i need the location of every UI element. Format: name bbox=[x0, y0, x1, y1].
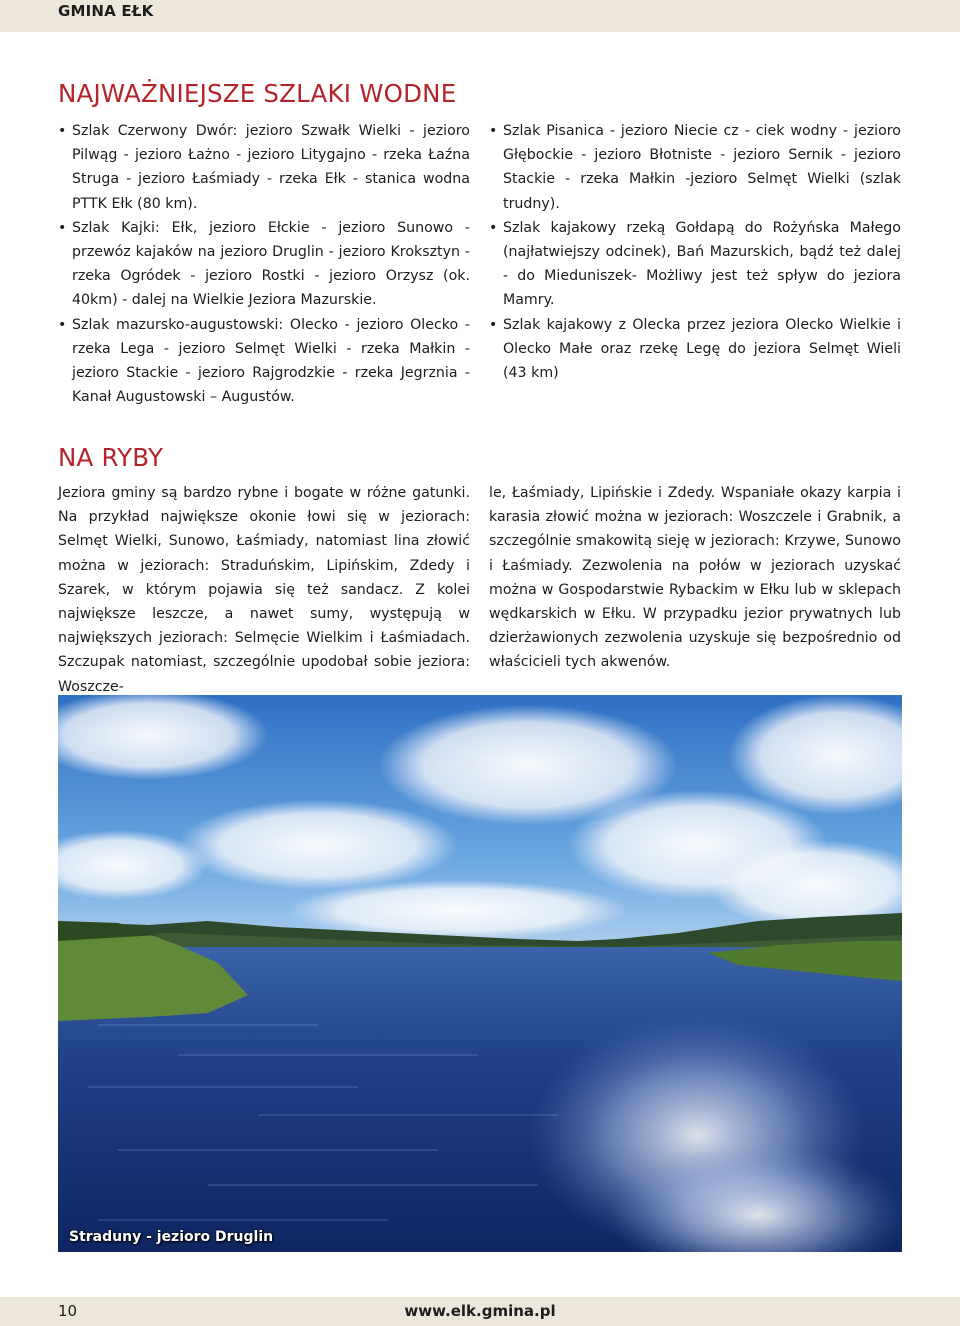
header-band bbox=[0, 0, 960, 32]
section-title-fishing: NA RYBY bbox=[58, 443, 164, 472]
list-item: • Szlak kajakowy z Olecka przez jeziora Olecko Wielkie i Olecko Małe oraz rzekę Legę do jeziora Selmęt Wieli (43 km) bbox=[489, 313, 901, 386]
lake-photo bbox=[58, 695, 902, 1252]
section-title-waterways: NAJWAŻNIEJSZE SZLAKI WODNE bbox=[58, 79, 457, 108]
footer-band bbox=[0, 1297, 960, 1326]
paragraph: le, Łaśmiady, Lipińskie i Zdedy. Wspaniałe okazy karpia i karasia złowić można w jeziorach: Woszczele i Grabnik, a szczególnie smakowitą sieję w jeziorach: Krzywe, Sunowo i Łaśmiady. Zezwolenia na połów w jeziorach uzyskać można w Gospodarstwie Rybackim w Ełku lub w sklepach wędkarskich w Ełku. W przypadku jezior prywatnych lub dzierżawionych zezwolenia uzyskuje się bezpośrednio od właścicieli tych akwenów. bbox=[489, 485, 901, 671]
lake-photo-illustration bbox=[58, 695, 902, 1252]
header-label: GMINA EŁK bbox=[58, 2, 154, 20]
website-link[interactable]: www.elk.gmina.pl bbox=[404, 1302, 556, 1320]
list-item: • Szlak mazursko-augustowski: Olecko - jezioro Olecko - rzeka Lega - jezioro Selmęt Wielki - rzeka Małkin - jezioro Stackie - jezioro Rajgrodzkie - rzeka Jegrznia - Kanał Augustowski – Augustów. bbox=[58, 313, 470, 410]
list-item: • Szlak kajakowy rzeką Gołdapą do Rożyńska Małego (najłatwiejszy odcinek), Bań Mazurskich, bądź też dalej - do Mieduniszek- Możliwy jest też spływ do jeziora Mamry. bbox=[489, 216, 901, 313]
fishing-column-right bbox=[489, 481, 901, 675]
waterways-column-left bbox=[58, 119, 470, 409]
photo-caption: Straduny - jezioro Druglin bbox=[69, 1229, 274, 1245]
fishing-column-left bbox=[58, 481, 470, 699]
list-item: • Szlak Czerwony Dwór: jezioro Szwałk Wielki - jezioro Pilwąg - jezioro Łażno - jezioro Litygajno - rzeka Łaźna Struga - jezioro Łaśmiady - rzeka Ełk - stanica wodna PTTK Ełk (80 km). bbox=[58, 119, 470, 216]
list-item: • Szlak Pisanica - jezioro Niecie cz - ciek wodny - jezioro Głębockie - jezioro Błotniste - jezioro Sernik - jezioro Stackie - rzeka Małkin -jezioro Selmęt Wielki (szlak trudny). bbox=[489, 119, 901, 216]
page-number: 10 bbox=[58, 1302, 78, 1320]
paragraph: Jeziora gminy są bardzo rybne i bogate w różne gatunki. Na przykład największe okonie łowi się w jeziorach: Selmęt Wielki, Sunowo, Łaśmiady, natomiast lina złowić można w jeziorach: Straduńskim, Lipińskim, Zdedy i Szarek, w którym pojawia się też sandacz. Z kolei największe leszcze, a nawet sumy, występują w największych jeziorach: Selmęcie Wielkim i Łaśmiadach. Szczupak natomiast, szczególnie upodobał sobie jeziora: Woszcze- bbox=[58, 485, 470, 695]
waterways-column-right bbox=[489, 119, 901, 385]
list-item: • Szlak Kajki: Ełk, jezioro Ełckie - jezioro Sunowo - przewóz kajaków na jezioro Druglin - jezioro Kroksztyn - rzeka Ogródek - jezioro Rostki - jezioro Orzysz (ok. 40km) - dalej na Wielkie Jeziora Mazurskie. bbox=[58, 216, 470, 313]
